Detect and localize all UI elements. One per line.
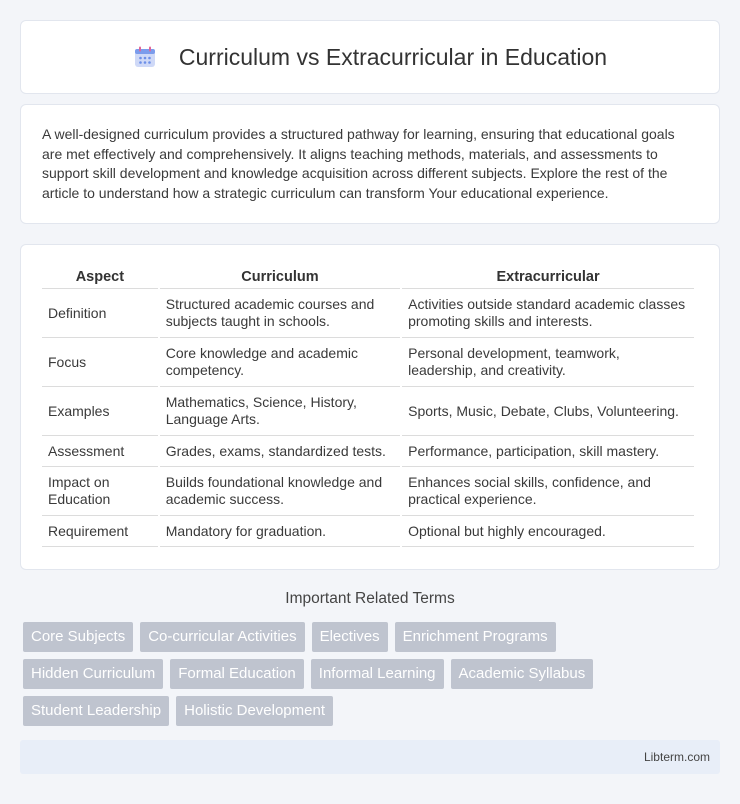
tag-hidden-curriculum[interactable]: Hidden Curriculum bbox=[23, 659, 163, 689]
comparison-table bbox=[40, 265, 696, 547]
related-terms-title: Important Related Terms bbox=[285, 590, 455, 607]
table-cell: Personal development, teamwork, leadership, and creativity. bbox=[402, 338, 694, 387]
header-aspect: Aspect bbox=[42, 265, 158, 289]
tag-core-subjects[interactable]: Core Subjects bbox=[23, 622, 133, 652]
comparison-table-card bbox=[20, 244, 720, 570]
table-cell: Assessment bbox=[42, 436, 158, 467]
table-cell: Focus bbox=[42, 338, 158, 387]
table-cell: Requirement bbox=[42, 516, 158, 547]
table-row bbox=[42, 436, 694, 467]
related-terms-list bbox=[23, 622, 723, 733]
calendar-icon bbox=[133, 45, 157, 69]
tag-holistic-development[interactable]: Holistic Development bbox=[176, 696, 333, 726]
footer-site-link[interactable]: Libterm.com bbox=[643, 750, 710, 764]
table-cell: Mandatory for graduation. bbox=[160, 516, 400, 547]
header-curriculum: Curriculum bbox=[160, 265, 400, 289]
table-cell: Enhances social skills, confidence, and practical experience. bbox=[402, 467, 694, 516]
table-row bbox=[42, 516, 694, 547]
table-cell: Impact on Education bbox=[42, 467, 158, 516]
intro-card bbox=[20, 104, 720, 224]
table-cell: Optional but highly encouraged. bbox=[402, 516, 694, 547]
table-cell: Builds foundational knowledge and academic success. bbox=[160, 467, 400, 516]
table-row bbox=[42, 289, 694, 338]
table-cell: Examples bbox=[42, 387, 158, 436]
table-row bbox=[42, 467, 694, 516]
table-cell: Performance, participation, skill mastery. bbox=[402, 436, 694, 467]
header-extracurricular: Extracurricular bbox=[402, 265, 694, 289]
footer bbox=[20, 740, 720, 774]
table-row bbox=[42, 387, 694, 436]
table-cell: Definition bbox=[42, 289, 158, 338]
tag-student-leadership[interactable]: Student Leadership bbox=[23, 696, 169, 726]
table-cell: Structured academic courses and subjects taught in schools. bbox=[160, 289, 400, 338]
tag-enrichment-programs[interactable]: Enrichment Programs bbox=[395, 622, 556, 652]
intro-paragraph: A well-designed curriculum provides a structured pathway for learning, ensuring that educational goals are met effectively and comprehensively. It aligns teaching methods, materials, and assessments to support skill development and knowledge acquisition across different subjects. Explore the rest of the article to understand how a strategic curriculum can transform Your educational experience. bbox=[42, 126, 675, 201]
tag-academic-syllabus[interactable]: Academic Syllabus bbox=[451, 659, 594, 689]
tag-co-curricular-activities[interactable]: Co-curricular Activities bbox=[140, 622, 304, 652]
table-row bbox=[42, 338, 694, 387]
table-cell: Activities outside standard academic classes promoting skills and interests. bbox=[402, 289, 694, 338]
table-header-row bbox=[42, 265, 694, 289]
table-cell: Core knowledge and academic competency. bbox=[160, 338, 400, 387]
table-cell: Mathematics, Science, History, Language Arts. bbox=[160, 387, 400, 436]
tag-informal-learning[interactable]: Informal Learning bbox=[311, 659, 444, 689]
tag-electives[interactable]: Electives bbox=[312, 622, 388, 652]
table-cell: Sports, Music, Debate, Clubs, Volunteering. bbox=[402, 387, 694, 436]
tag-formal-education[interactable]: Formal Education bbox=[170, 659, 304, 689]
table-cell: Grades, exams, standardized tests. bbox=[160, 436, 400, 467]
page-title: Curriculum vs Extracurricular in Education bbox=[178, 43, 608, 70]
header-card bbox=[20, 20, 720, 94]
